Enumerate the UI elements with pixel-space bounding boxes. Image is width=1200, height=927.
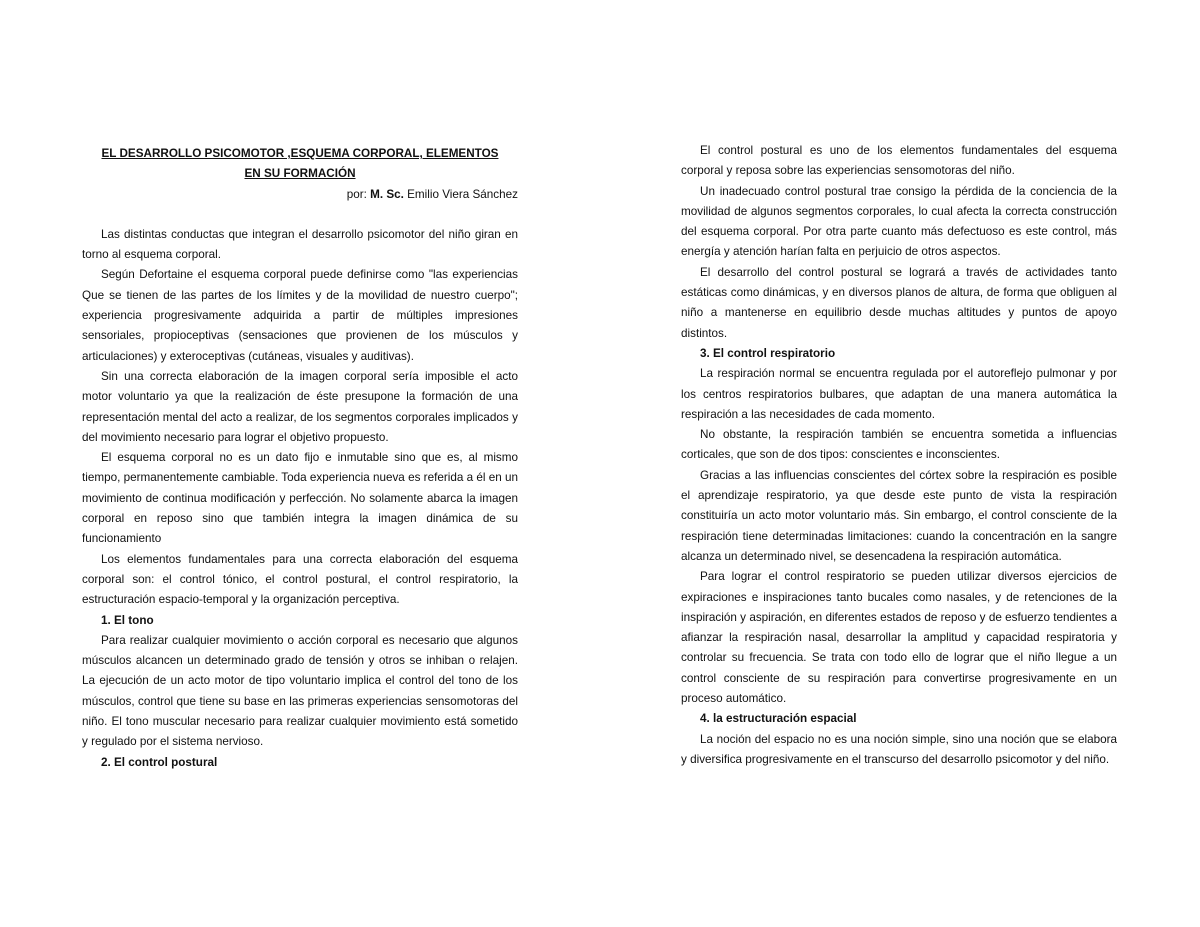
paragraph: La respiración normal se encuentra regulada por el autoreflejo pulmonar y por los centros respiratorios bulbares, que adaptan de una manera automática la respiración a las necesidades de cada momento. [681,367,1117,421]
right-column [681,141,1117,770]
author-prefix: por: [346,187,371,201]
paragraph: La noción del espacio no es una noción simple, sino una noción que se elabora y diversifica progresivamente en el transcurso del desarrollo psicomotor y del niño. [681,732,1117,766]
paragraph: El desarrollo del control postural se logrará a través de actividades tanto estáticas como dinámicas, y en diversos planos de altura, de forma que obliguen al niño a mantenerse en equilibrio desde muchas altitudes y puntos de apoyo distintos. [681,265,1117,340]
section-heading-control-postural: 2. El control postural [101,755,218,769]
paragraph: Según Defortaine el esquema corporal puede definirse como "las experiencias Que se tienen de las partes de los límites y de la movilidad de nuestro cuerpo"; experiencia progresivamente adquirida a partir de múltiples impresiones sensoriales, propioceptivas (sensaciones que provienen de los músculos y articulaciones) y exteroceptivas (cutáneas, visuales y auditivas). [82,268,518,363]
paragraph: Sin una correcta elaboración de la imagen corporal sería imposible el acto motor voluntario ya que la realización de éste presupone la formación de una representación mental del acto a realizar, de los segmentos corporales implicados y del movimiento necesario para lograr el objetivo propuesto. [82,369,518,444]
paragraph: Para lograr el control respiratorio se pueden utilizar diversos ejercicios de expiraciones e inspiraciones tanto bucales como nasales, y de retenciones de la inspiración y aspiración, en diferentes estados de reposo y de esfuerzo tendientes a afianzar la respiración nasal, desarrollar la amplitud y capacidad respiratoria y controlar su frecuencia. Se trata con todo ello de lograr que el niño llegue a un control consciente de su respiración para convertirse progresivamente en un proceso automático. [681,570,1117,706]
paragraph: Para realizar cualquier movimiento o acción corporal es necesario que algunos músculos alcancen un determinado grado de tensión y otros se inhiban o relajen. La ejecución de un acto motor de tipo voluntario implica el control del tono de los músculos, control que tiene su base en las primeras experiencias sensomotoras del niño. El tono muscular necesario para realizar cualquier movimiento está sometido y regulado por el sistema nervioso. [82,633,518,749]
paragraph: Los elementos fundamentales para una correcta elaboración del esquema corporal son: el control tónico, el control postural, el control respiratorio, la estructuración espacio-temporal y la organización perceptiva. [82,552,518,607]
title-line-2: EN SU FORMACIÓN [244,167,356,181]
paragraph: Las distintas conductas que integran el desarrollo psicomotor del niño giran en torno al esquema corporal. [82,227,518,262]
title-line-1: EL DESARROLLO PSICOMOTOR ,ESQUEMA CORPORAL, ELEMENTOS [101,147,499,160]
section-heading-tono: 1. El tono [101,613,154,627]
section-heading-control-respiratorio: 3. El control respiratorio [700,346,836,360]
paragraph: No obstante, la respiración también se encuentra sometida a influencias corticales, que son de dos tipos: conscientes e inconscientes. [681,428,1117,462]
left-column [82,141,518,773]
paragraph: El esquema corporal no es un dato fijo e inmutable sino que es, al mismo tiempo, permanentemente cambiable. Toda experiencia nueva es referida a él en un movimiento de continua modificación y perfección. No solamente abarca la imagen corporal en reposo sino que también integra la imagen dinámica de su funcionamiento [82,451,518,546]
paragraph: Un inadecuado control postural trae consigo la pérdida de la conciencia de la movilidad de algunos segmentos corporales, lo cual afecta la correcta construcción del esquema corporal. Por otra parte cuanto más defectuoso es este control, más energía y atención harían falta en perjuicio de otros aspectos. [681,184,1117,259]
section-heading-estructuracion-espacial: 4. la estructuración espacial [700,712,857,726]
author-name: Emilio Viera Sánchez [403,187,518,201]
paragraph: El control postural es uno de los elementos fundamentales del esquema corporal y reposa sobre las experiencias sensomotoras del niño. [681,144,1117,178]
author-degree: M. Sc. [370,187,404,201]
author-line [82,185,518,205]
document-title [82,141,518,185]
paragraph: Gracias a las influencias conscientes del córtex sobre la respiración es posible el aprendizaje respiratorio, ya que desde este punto de vista la respiración constituiría un acto motor voluntario más. Sin embargo, el control consciente de la respiración tiene determinadas limitaciones: cuando la concentración en la sangre alcanza un determinado nivel, se desencadena la respiración automática. [681,468,1117,563]
